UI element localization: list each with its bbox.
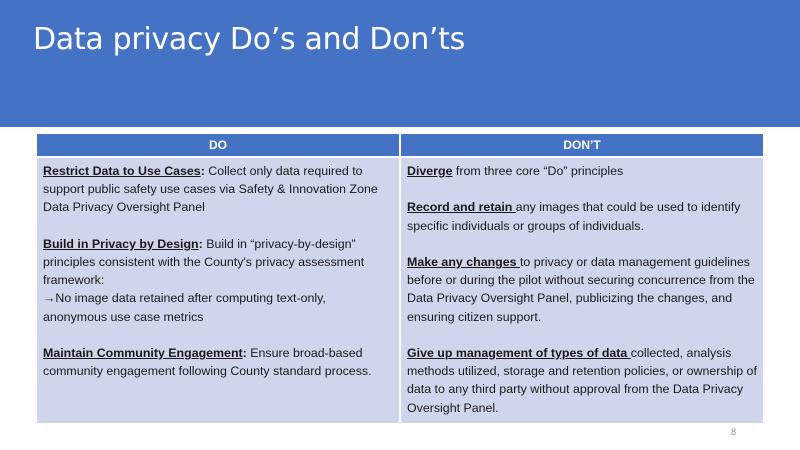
do-item-label: Build in Privacy by Design	[43, 236, 199, 251]
table-row	[37, 157, 763, 423]
do-item-text: Collect only data required to support public safety use cases via Safety & Innovation Zone Data Privacy Oversight Panel	[43, 164, 378, 215]
slide-title: Data privacy Do’s and Don’ts	[33, 22, 465, 57]
dont-item-text: to privacy or data management guidelines before or during the pilot without securing concurrence from the Data Privacy Oversight Panel, publicizing the changes, and ensuring citizen support.	[407, 254, 755, 324]
dont-item-record-retain	[407, 198, 757, 234]
do-item-colon: :	[200, 164, 205, 178]
table-header-row	[37, 134, 763, 157]
do-item-privacy-by-design	[43, 235, 393, 326]
dont-item-make-changes	[407, 253, 757, 326]
header-do: DO	[37, 134, 400, 157]
arrow-right-icon: →	[43, 291, 56, 306]
dont-item-label: Record and retain	[407, 200, 516, 215]
dos-donts-table	[37, 134, 763, 423]
dont-item-text: from three core “Do” principles	[452, 164, 624, 178]
dont-column	[400, 157, 763, 423]
dont-item-give-up-management	[407, 344, 757, 417]
page-number: 8	[731, 427, 737, 437]
title-banner	[0, 0, 800, 127]
do-item-label: Restrict Data to Use Cases	[43, 164, 201, 178]
do-item-community-engagement	[43, 344, 393, 380]
do-item-colon: :	[242, 346, 247, 360]
do-column	[37, 157, 400, 423]
do-item-colon: :	[198, 236, 203, 251]
dont-item-diverge	[407, 162, 757, 180]
dont-item-label: Give up management of types of data	[407, 345, 631, 360]
do-item-restrict-data	[43, 162, 393, 217]
do-item-subpoint: No image data retained after computing text-only, anonymous use case metrics	[43, 291, 326, 324]
do-item-text: Ensure broad-based community engagement following County standard process.	[43, 346, 372, 379]
dont-item-text: any images that could be used to identify specific individuals or groups of individuals.	[407, 200, 741, 233]
dont-item-text: collected, analysis methods utilized, storage and retention policies, or ownership of data to any third party without approval from the Data Privacy Oversight Panel.	[407, 345, 757, 415]
do-item-label: Maintain Community Engagement	[43, 346, 243, 360]
dont-item-label: Diverge	[407, 164, 453, 178]
dont-item-label: Make any changes	[407, 254, 520, 269]
header-dont: DON’T	[400, 134, 763, 157]
do-item-text: Build in “privacy-by-design” principles consistent with the County's privacy assessment framework:	[43, 236, 365, 288]
